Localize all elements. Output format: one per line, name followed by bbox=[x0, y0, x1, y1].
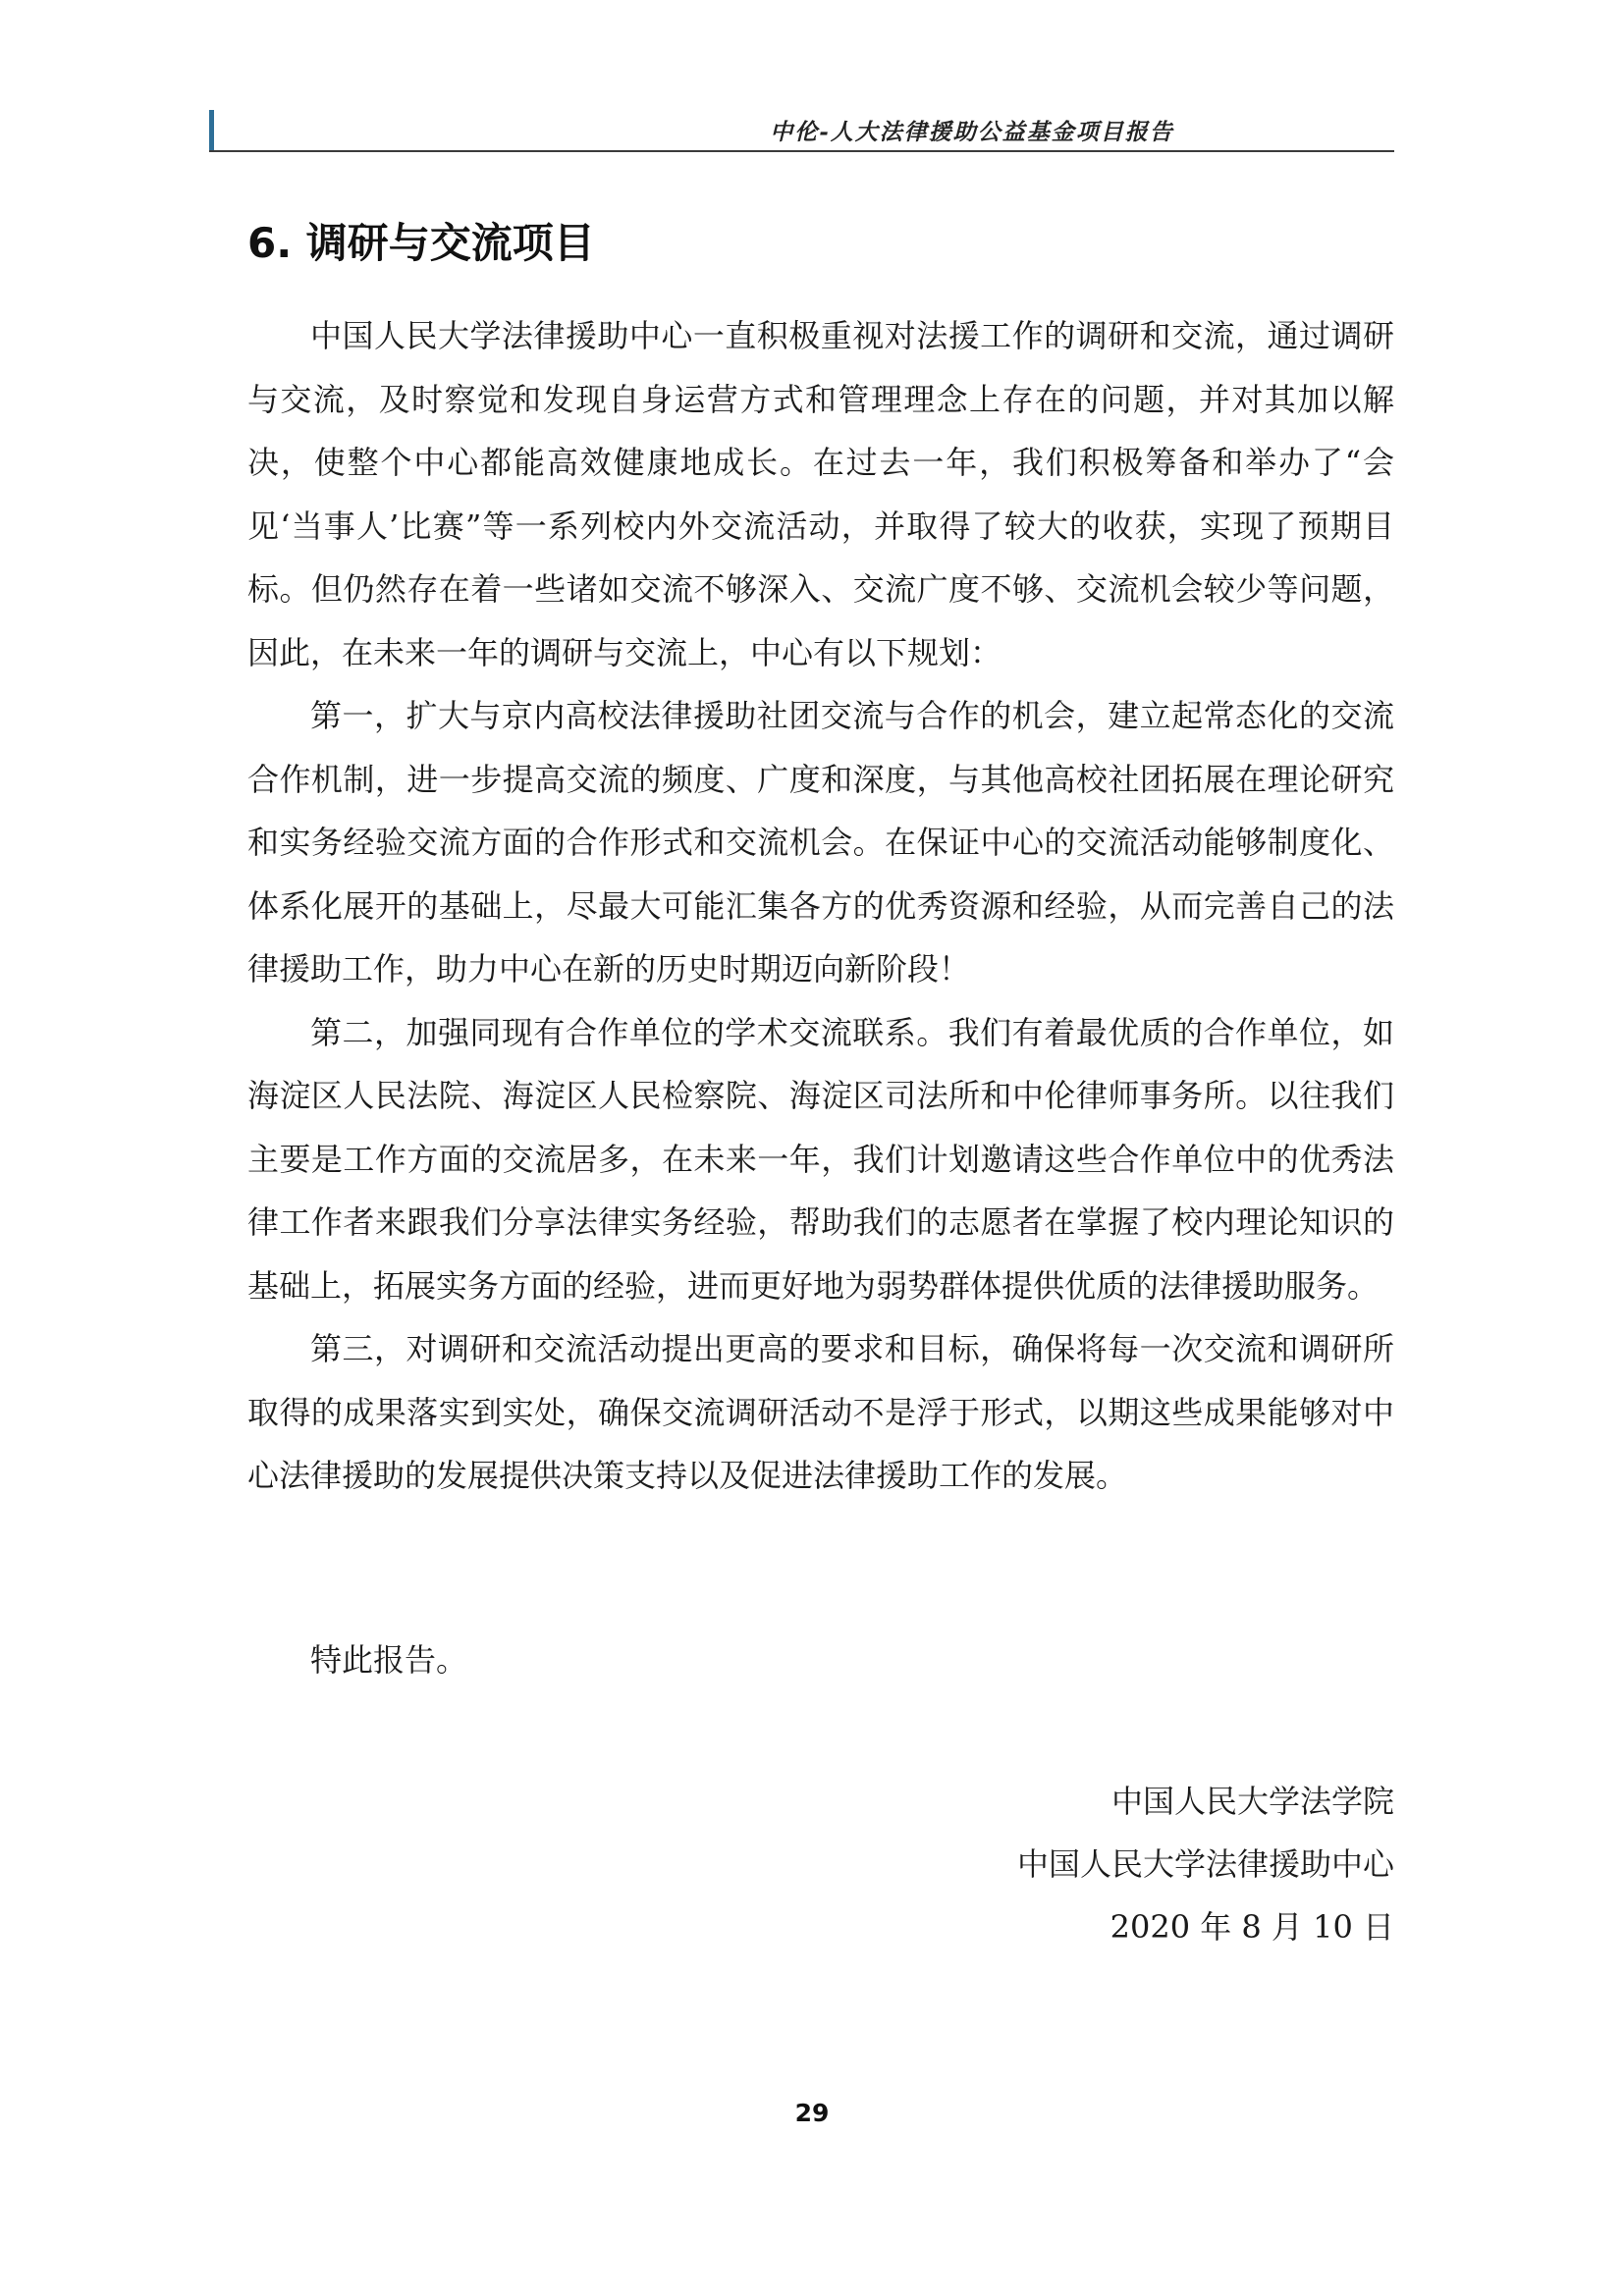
page-number: 29 bbox=[794, 2099, 830, 2127]
signature-law-school: 中国人民大学法学院 bbox=[1110, 1783, 1394, 1820]
body-text bbox=[247, 304, 1394, 1508]
header-rule bbox=[209, 150, 1394, 152]
signature-date: 2020 年 8 月 10 日 bbox=[1110, 1908, 1394, 1946]
paragraph-first-plan: 第一，扩大与京内高校法律援助社团交流与合作的机会，建立起常态化的交流合作机制，进一步提高交流的频度、广度和深度，与其他高校社团拓展在理论研究和实务经验交流方面的合作形式和交流机会。在保证中心的交流活动能够制度化、体系化展开的基础上，尽最大可能汇集各方的优秀资源和经验，从而完善自己的法律援助工作，助力中心在新的历史时期迈向新阶段！ bbox=[247, 697, 1394, 988]
paragraph-third-plan: 第三，对调研和交流活动提出更高的要求和目标，确保将每一次交流和调研所取得的成果落实到实处，确保交流调研活动不是浮于形式，以期这些成果能够对中心法律援助的发展提供决策支持以及促进法律援助工作的发展。 bbox=[247, 1330, 1394, 1494]
header-accent-bar bbox=[209, 110, 214, 151]
signature-block bbox=[1017, 1770, 1394, 1958]
running-header-title: 中伦-人大法律援助公益基金项目报告 bbox=[770, 119, 1174, 145]
paragraph-intro: 中国人民大学法律援助中心一直积极重视对法援工作的调研和交流，通过调研与交流，及时察觉和发现自身运营方式和管理理念上存在的问题，并对其加以解决，使整个中心都能高效健康地成长。在过去一年，我们积极筹备和举办了“会见‘当事人’比赛”等一系列校内外交流活动，并取得了较大的收获，实现了预期目标。但仍然存在着一些诸如交流不够深入、交流广度不够、交流机会较少等问题，因此，在未来一年的调研与交流上，中心有以下规划： bbox=[247, 317, 1394, 671]
paragraph-second-plan: 第二，加强同现有合作单位的学术交流联系。我们有着最优质的合作单位，如海淀区人民法院、海淀区人民检察院、海淀区司法所和中伦律师事务所。以往我们主要是工作方面的交流居多，在未来一年，我们计划邀请这些合作单位中的优秀法律工作者来跟我们分享法律实务经验，帮助我们的志愿者在掌握了校内理论知识的基础上，拓展实务方面的经验，进而更好地为弱势群体提供优质的法律援助服务。 bbox=[247, 1013, 1394, 1305]
section-heading: 6. 调研与交流项目 bbox=[247, 219, 595, 267]
signature-legal-aid-center: 中国人民大学法律援助中心 bbox=[1016, 1845, 1394, 1883]
closing-remark: 特此报告。 bbox=[310, 1641, 468, 1679]
